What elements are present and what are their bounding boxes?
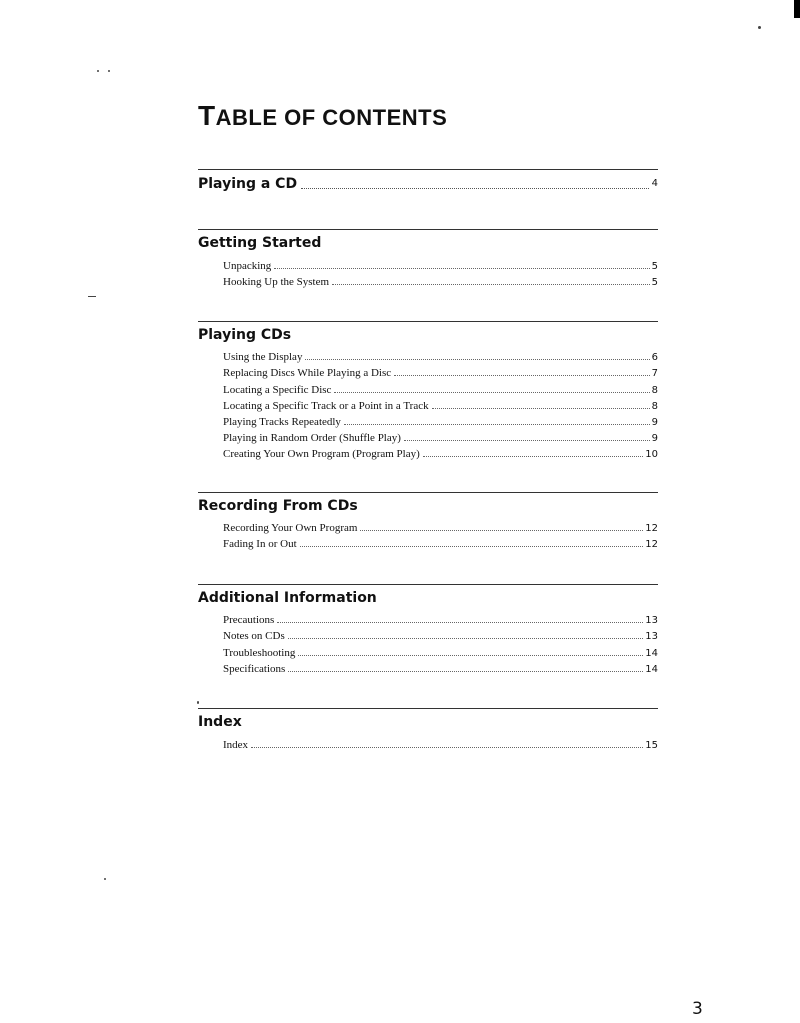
- entry-label: Index: [223, 739, 249, 752]
- entry-label: Fading In or Out: [223, 538, 297, 551]
- dot-leader: [277, 622, 643, 623]
- page-ref: 14: [645, 663, 658, 675]
- scan-speck: [88, 296, 96, 297]
- dot-leader: [300, 546, 644, 547]
- toc-entry[interactable]: [223, 379, 658, 395]
- entry-label: Troubleshooting: [223, 646, 296, 659]
- page-ref: 15: [645, 740, 658, 752]
- section-divider: [198, 169, 658, 170]
- section-divider: [198, 584, 658, 585]
- dot-leader: [334, 392, 649, 393]
- page-ref: 4: [651, 178, 658, 189]
- section-heading: Additional Information: [198, 590, 377, 606]
- dot-leader: [394, 375, 649, 376]
- toc-section-playing-a-cd[interactable]: [198, 175, 658, 193]
- entry-label: Notes on CDs: [223, 630, 285, 643]
- section-divider: [198, 492, 658, 493]
- page-ref: 9: [651, 433, 658, 445]
- page-ref: 14: [645, 647, 658, 659]
- page-ref: 5: [651, 277, 658, 289]
- dot-leader: [332, 284, 650, 285]
- entry-label: Locating a Specific Track or a Point in a Track: [223, 399, 429, 412]
- entry-label: Locating a Specific Disc: [223, 383, 332, 396]
- scan-speck: [197, 701, 199, 704]
- page-number: 3: [692, 999, 703, 1019]
- toc-entry[interactable]: [223, 412, 658, 428]
- section-heading: Getting Started: [198, 235, 322, 251]
- entry-label: Using the Display: [223, 351, 303, 364]
- entry-label: Replacing Discs While Playing a Disc: [223, 367, 392, 380]
- page-ref: 12: [645, 539, 658, 551]
- dot-leader: [404, 440, 650, 441]
- entry-label: Precautions: [223, 614, 275, 627]
- toc-entry[interactable]: [223, 659, 658, 675]
- entry-label: Playing Tracks Repeatedly: [223, 415, 341, 428]
- section-heading: Index: [198, 714, 242, 730]
- dot-leader: [305, 359, 649, 360]
- dot-leader: [423, 456, 644, 457]
- toc-entry[interactable]: [223, 272, 658, 288]
- entry-label: Playing in Random Order (Shuffle Play): [223, 432, 401, 445]
- dot-leader: [298, 655, 643, 656]
- entry-label: Hooking Up the System: [223, 276, 330, 289]
- page-ref: 10: [645, 449, 658, 461]
- section-divider: [198, 321, 658, 322]
- page-ref: 6: [651, 352, 658, 364]
- scan-speck: [104, 878, 106, 880]
- toc-entry[interactable]: [223, 396, 658, 412]
- toc-entry[interactable]: [223, 626, 658, 642]
- toc-entry[interactable]: [223, 256, 658, 272]
- toc-entry[interactable]: [223, 444, 658, 460]
- scan-speck: [758, 26, 761, 29]
- section-heading: Playing CDs: [198, 327, 292, 343]
- entry-label: Unpacking: [223, 260, 272, 273]
- toc-entry-list: [223, 347, 658, 460]
- dot-leader: [301, 188, 649, 189]
- toc-entry-list: [223, 610, 658, 675]
- section-heading: Playing a CD: [198, 176, 298, 192]
- page-ref: 5: [651, 261, 658, 273]
- page-ref: 8: [651, 400, 658, 412]
- entry-label: Recording Your Own Program: [223, 522, 358, 535]
- scan-speck: [97, 70, 99, 72]
- page-ref: 13: [645, 615, 658, 627]
- dot-leader: [274, 268, 649, 269]
- dot-leader: [251, 747, 643, 748]
- page-title: TABLE OF CONTENTS: [198, 100, 448, 131]
- dot-leader: [288, 671, 643, 672]
- toc-entry[interactable]: [223, 735, 658, 751]
- dot-leader: [288, 638, 644, 639]
- toc-entry[interactable]: [223, 610, 658, 626]
- toc-entry-list: [223, 735, 658, 751]
- toc-entry-list: [223, 256, 658, 288]
- scan-speck: [108, 70, 110, 72]
- page-ref: 7: [651, 368, 658, 380]
- toc-entry[interactable]: [223, 363, 658, 379]
- dot-leader: [344, 424, 650, 425]
- dot-leader: [432, 408, 650, 409]
- toc-entry[interactable]: [223, 347, 658, 363]
- toc-entry[interactable]: [223, 642, 658, 658]
- page-ref: 8: [651, 384, 658, 396]
- entry-label: Creating Your Own Program (Program Play): [223, 448, 420, 461]
- toc-entry-list: [223, 518, 658, 550]
- entry-label: Specifications: [223, 662, 286, 675]
- section-divider: [198, 708, 658, 709]
- scan-corner-mark: [794, 0, 800, 18]
- section-divider: [198, 229, 658, 230]
- toc-entry[interactable]: [223, 518, 658, 534]
- toc-entry[interactable]: [223, 534, 658, 550]
- page-ref: 12: [645, 523, 658, 535]
- section-heading: Recording From CDs: [198, 498, 358, 514]
- dot-leader: [360, 530, 643, 531]
- page-ref: 9: [651, 416, 658, 428]
- page-ref: 13: [645, 631, 658, 643]
- toc-entry[interactable]: [223, 428, 658, 444]
